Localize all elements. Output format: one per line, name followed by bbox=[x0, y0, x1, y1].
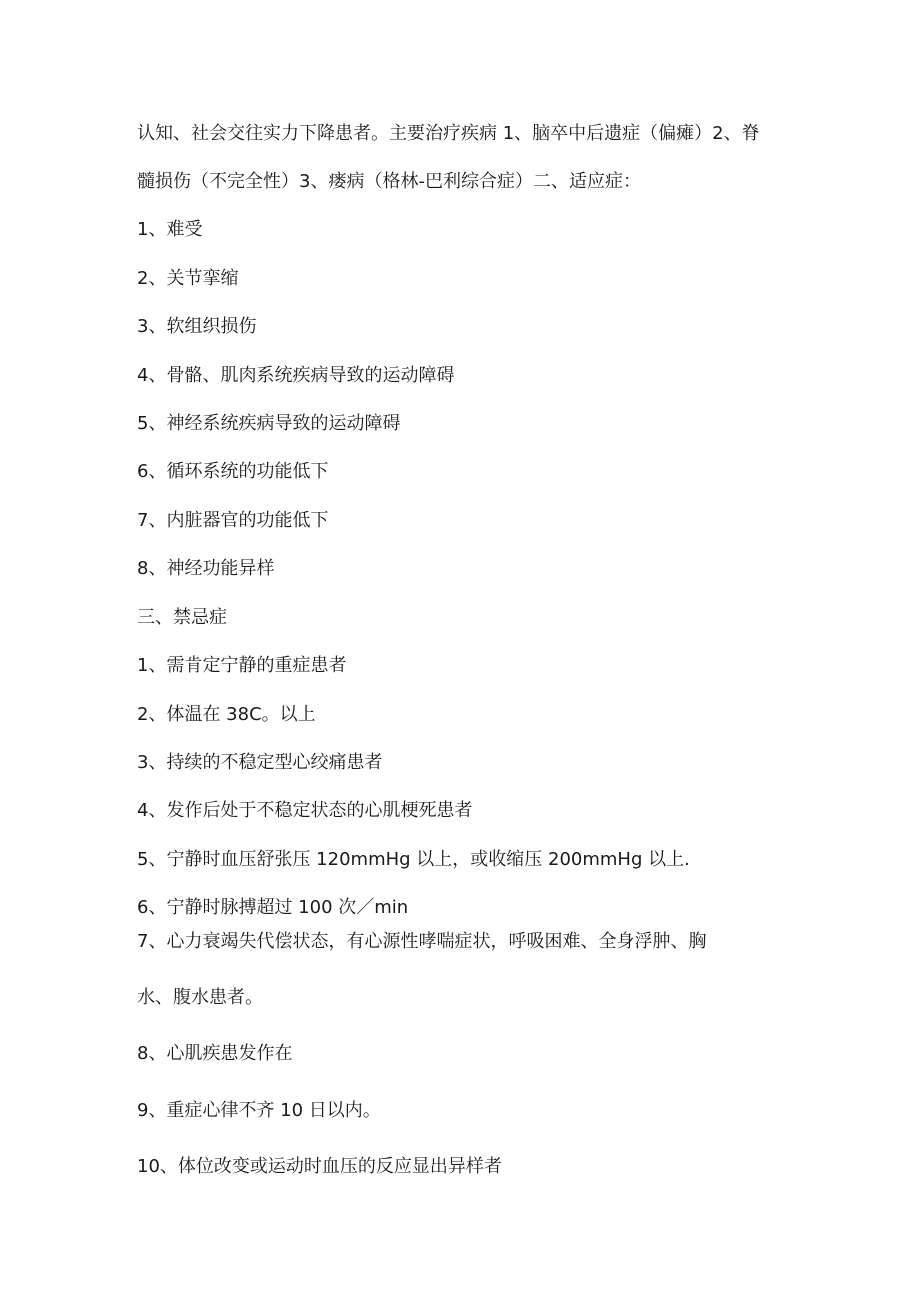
list-item: 7、心力衰竭失代偿状态，有心源性哮喘症状，呼吸困难、全身浮肿、胸 bbox=[137, 931, 707, 952]
list-item: 6、循环系统的功能低下 bbox=[137, 461, 329, 482]
list-item: 1、需肯定宁静的重症患者 bbox=[137, 655, 347, 676]
list-item: 6、宁静时脉搏超过 100 次／min bbox=[137, 897, 409, 918]
list-item: 8、神经功能异样 bbox=[137, 558, 275, 579]
list-item: 4、骨骼、肌肉系统疾病导致的运动障碍 bbox=[137, 365, 455, 386]
list-item: 2、关节挛缩 bbox=[137, 268, 239, 289]
list-item: 3、持续的不稳定型心绞痛患者 bbox=[137, 752, 383, 773]
section-heading: 三、禁忌症 bbox=[137, 607, 227, 628]
list-item: 8、心肌疾患发作在 bbox=[137, 1043, 293, 1064]
list-item: 2、体温在 38C。以上 bbox=[137, 704, 316, 725]
list-item-continuation: 水、腹水患者。 bbox=[137, 987, 263, 1008]
list-item: 3、软组织损伤 bbox=[137, 316, 257, 337]
list-item: 5、神经系统疾病导致的运动障碍 bbox=[137, 413, 401, 434]
list-item: 10、体位改变或运动时血压的反应显出异样者 bbox=[137, 1156, 502, 1177]
list-item: 7、内脏器官的功能低下 bbox=[137, 510, 329, 531]
paragraph-line: 认知、社会交往实力下降患者。主要治疗疾病 1、脑卒中后遗症（偏瘫）2、脊 bbox=[137, 123, 760, 144]
list-item: 4、发作后处于不稳定状态的心肌梗死患者 bbox=[137, 800, 473, 821]
list-item: 5、宁静时血压舒张压 120mmHg 以上，或收缩压 200mmHg 以上. bbox=[137, 849, 690, 870]
list-item: 9、重症心律不齐 10 日以内。 bbox=[137, 1100, 381, 1121]
list-item: 1、难受 bbox=[137, 219, 203, 240]
paragraph-line: 髓损伤（不完全性）3、瘘病（格林-巴利综合症）二、适应症： bbox=[137, 171, 641, 192]
